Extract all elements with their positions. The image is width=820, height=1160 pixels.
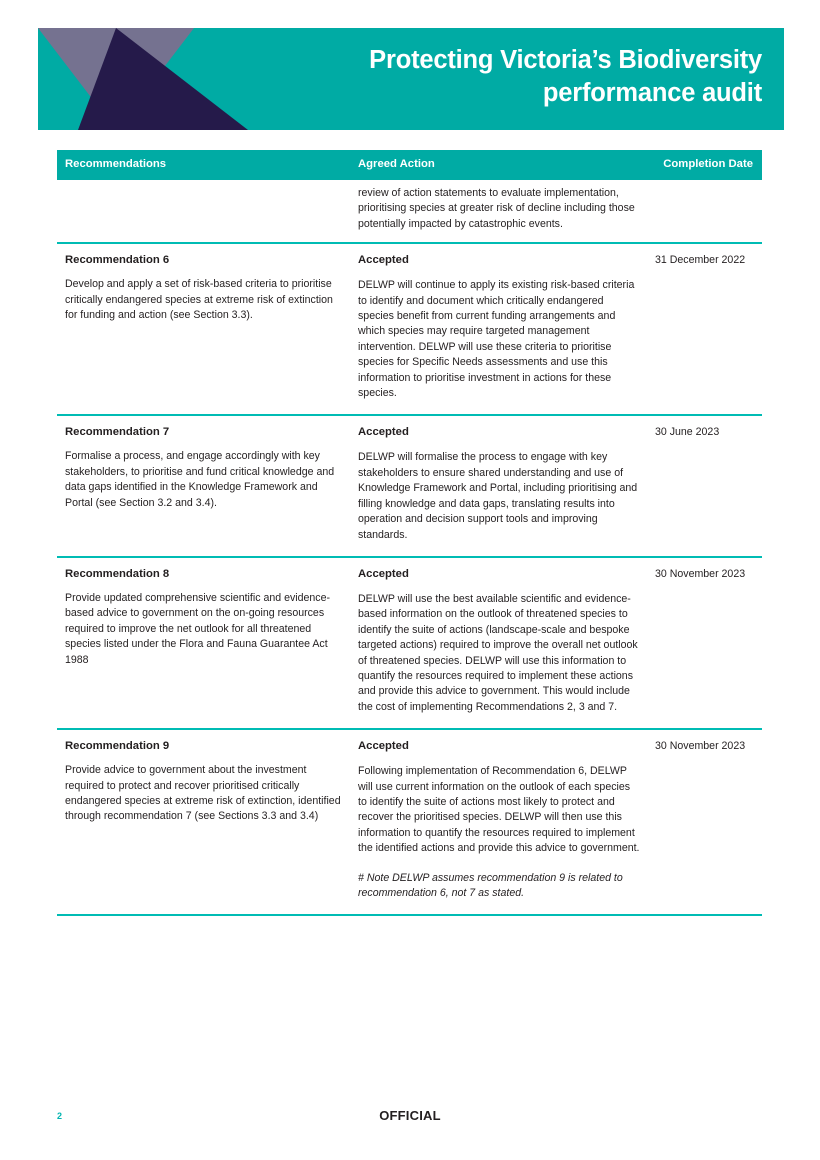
recommendation-title: Recommendation 8 (65, 567, 170, 580)
header-banner (38, 28, 784, 130)
recommendation-title: Recommendation 6 (65, 254, 170, 267)
page-title-line-1: Protecting Victoria’s Biodiversity (369, 46, 762, 74)
recommendation-body: Develop and apply a set of risk-based criteria to prioritise critically endangered species at extreme risk of extinction for funding and action (see Section 3.3). (65, 278, 333, 322)
table-row (57, 180, 762, 244)
cell-recommendation (65, 253, 347, 323)
table-row-content (57, 730, 762, 914)
cell-completion-date (655, 253, 762, 268)
cell-recommendation (65, 567, 347, 668)
page-title (202, 44, 762, 110)
table-row (57, 730, 762, 916)
agreed-action-body: Following implementation of Recommendation 6, DELWP will use current information on the outlook of each species to identify the suite of actions most likely to protect and recover the prioritised species. DELWP will then use this information to quantify the resources required to implement the identified actions and provide this advice to government. (358, 765, 640, 855)
agreed-action-note: # Note DELWP assumes recommendation 9 is related to recommendation 6, not 7 as stated. (358, 871, 623, 899)
status-badge: Accepted (358, 567, 409, 580)
table-row (57, 416, 762, 557)
cell-agreed-action (358, 567, 640, 715)
cell-agreed-action (358, 186, 640, 232)
completion-date-value: 30 November 2023 (655, 567, 746, 580)
completion-date-value: 31 December 2022 (655, 254, 746, 267)
table-row-content (57, 558, 762, 728)
table-row (57, 558, 762, 730)
completion-date-value: 30 June 2023 (655, 426, 720, 439)
cell-recommendation (65, 739, 347, 825)
cell-agreed-action (358, 739, 640, 901)
page-number: 2 (57, 1111, 63, 1121)
page-footer (0, 1108, 820, 1138)
recommendation-body: Provide updated comprehensive scientific and evidence-based advice to government on the on-going resources required to improve the net outlook for all threatened species listed under the Flora and Fauna Guarantee Act 1988 (65, 591, 330, 666)
agreed-action-body: DELWP will use the best available scientific and evidence-based information on the outlook of threatened species to identify the suite of actions (landscape-scale and bespoke targeted actions) required to improve the overall net outlook of threatened species. DELWP will use this information to quantify the resources required to implement these actions and provide this advice to government. This would include the cost of implementing Recommendations 2, 3 and 7. (358, 592, 638, 713)
cell-completion-date (655, 567, 762, 582)
page-title-line-2: performance audit (542, 79, 762, 107)
cell-completion-date (655, 739, 762, 754)
recommendation-title: Recommendation 7 (65, 426, 170, 439)
status-badge: Accepted (358, 426, 409, 439)
completion-date-value: 30 November 2023 (655, 740, 746, 753)
status-badge: Accepted (358, 740, 409, 753)
agreed-action-body: review of action statements to evaluate implementation, prioritising species at greater risk of decline including those potentially impacted by catastrophic events. (358, 187, 635, 230)
agreed-action-body: DELWP will continue to apply its existing risk-based criteria to identify and document which critically endangered species benefit from current funding arrangements and which species may require targeted management intervention. DELWP will use these criteria to prioritise species for Specific Needs assessments and use this information to prioritise investment in actions for these species. (358, 279, 635, 400)
table-row-content (57, 180, 762, 242)
cell-agreed-action (358, 253, 640, 401)
recommendation-body: Formalise a process, and engage accordingly with key stakeholders, to prioritise and fund critical knowledge and data gaps identified in the Knowledge Framework and Portal (see Section 3.2 and 3.4). (65, 450, 335, 509)
recommendation-title: Recommendation 9 (65, 740, 170, 753)
status-badge: Accepted (358, 254, 409, 267)
recommendations-table (57, 150, 762, 916)
table-row (57, 244, 762, 416)
classification-label: OFFICIAL (379, 1108, 441, 1123)
cell-completion-date (655, 425, 762, 440)
table-row-content (57, 244, 762, 414)
column-header-completion-date: Completion Date (663, 158, 753, 170)
table-row-content (57, 416, 762, 555)
table-header-row (57, 150, 762, 180)
column-header-recommendations: Recommendations (65, 158, 167, 170)
column-header-agreed-action: Agreed Action (358, 158, 435, 170)
cell-agreed-action (358, 425, 640, 542)
agreed-action-body: DELWP will formalise the process to engage with key stakeholders to ensure shared understanding and use of Knowledge Framework and Portal, including prioritising and filling knowledge and data gaps, translating results into operation and decision support tools and improving standards. (358, 451, 638, 541)
recommendation-body: Provide advice to government about the investment required to protect and recover prioritised critically endangered species at extreme risk of extinction, identified through recommendation 7 (see Sections 3.3 and 3.4) (65, 764, 341, 823)
cell-recommendation (65, 425, 347, 511)
